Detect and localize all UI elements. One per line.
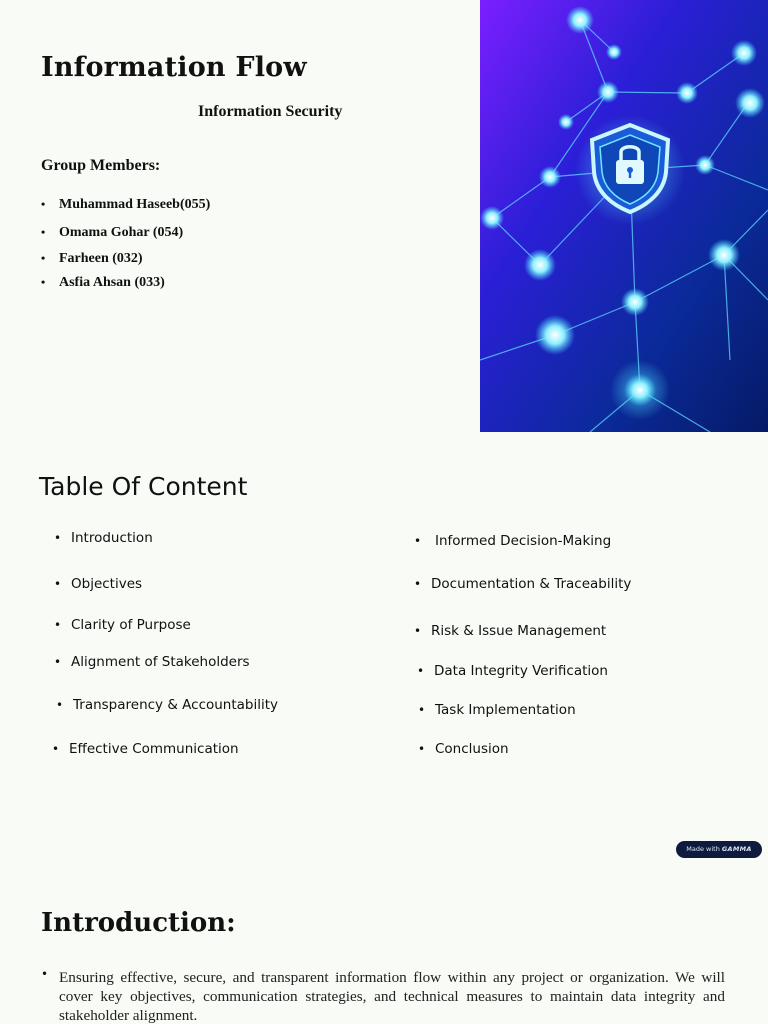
- bullet: •: [54, 618, 62, 632]
- bullet: •: [417, 664, 425, 678]
- bullet: •: [41, 197, 46, 211]
- bullet: •: [52, 742, 60, 756]
- member-name: Asfia Ahsan (033): [59, 275, 165, 290]
- group-members-label: Group Members:: [41, 157, 161, 174]
- introduction-title: Introduction:: [41, 908, 236, 938]
- toc-item-label: Effective Communication: [69, 741, 239, 757]
- toc-item: [56, 697, 278, 713]
- toc-item: [414, 623, 606, 639]
- slide-title: [0, 0, 768, 432]
- member-item: [41, 225, 183, 241]
- bullet: •: [414, 577, 422, 591]
- bullet: •: [54, 577, 62, 591]
- slide-introduction: [0, 868, 768, 1024]
- presentation-title: Information Flow: [41, 52, 307, 83]
- toc-item: [54, 654, 250, 670]
- bullet: •: [56, 698, 64, 712]
- badge-prefix: Made with: [686, 845, 720, 853]
- member-name: Omama Gohar (054): [59, 225, 184, 240]
- member-item: [41, 251, 143, 267]
- bullet: •: [54, 531, 62, 545]
- toc-item-label: Transparency & Accountability: [73, 697, 279, 713]
- toc-item: [52, 741, 239, 757]
- toc-item: [414, 533, 611, 549]
- bullet: •: [414, 624, 422, 638]
- toc-item-label: Task Implementation: [435, 702, 576, 718]
- bullet: •: [41, 225, 46, 239]
- bullet: •: [418, 703, 426, 717]
- bullet: •: [41, 967, 49, 981]
- toc-item-label: Objectives: [71, 576, 143, 592]
- bullet: •: [54, 655, 62, 669]
- security-network-image: [480, 0, 768, 432]
- toc-item-label: Clarity of Purpose: [71, 617, 191, 633]
- toc-item-label: Risk & Issue Management: [431, 623, 607, 639]
- toc-item: [418, 741, 509, 757]
- toc-item-label: Documentation & Traceability: [431, 576, 632, 592]
- toc-item-label: Conclusion: [435, 741, 509, 757]
- shield-lock-network-icon: [480, 0, 768, 432]
- member-item: [41, 275, 165, 291]
- toc-item-label: Data Integrity Verification: [434, 663, 608, 679]
- member-item: [41, 197, 210, 213]
- member-name: Farheen (032): [59, 251, 143, 266]
- bullet: •: [414, 534, 422, 548]
- made-with-gamma-badge[interactable]: [676, 841, 762, 858]
- toc-item: [414, 576, 631, 592]
- toc-item: [54, 576, 142, 592]
- presentation-subtitle: Information Security: [198, 103, 343, 120]
- gamma-logo: GAMMA: [721, 845, 752, 853]
- introduction-body: Ensuring effective, secure, and transparent information flow within any project or organization. We will cover key objectives, communication strategies, and technical measures to maintain data integrity and stakeholder alignment.: [59, 969, 725, 1024]
- toc-item: [418, 702, 576, 718]
- member-name: Muhammad Haseeb(055): [59, 197, 211, 212]
- toc-title: Table Of Content: [39, 472, 248, 501]
- bullet: •: [41, 251, 46, 265]
- toc-item-label: Introduction: [71, 530, 153, 546]
- slide-table-of-content: [0, 432, 768, 868]
- toc-item-label: Alignment of Stakeholders: [71, 654, 250, 670]
- bullet: •: [41, 275, 46, 289]
- toc-item: [417, 663, 608, 679]
- toc-item: [54, 617, 191, 633]
- toc-item-label: Informed Decision-Making: [435, 533, 612, 549]
- toc-item: [54, 530, 153, 546]
- bullet: •: [418, 742, 426, 756]
